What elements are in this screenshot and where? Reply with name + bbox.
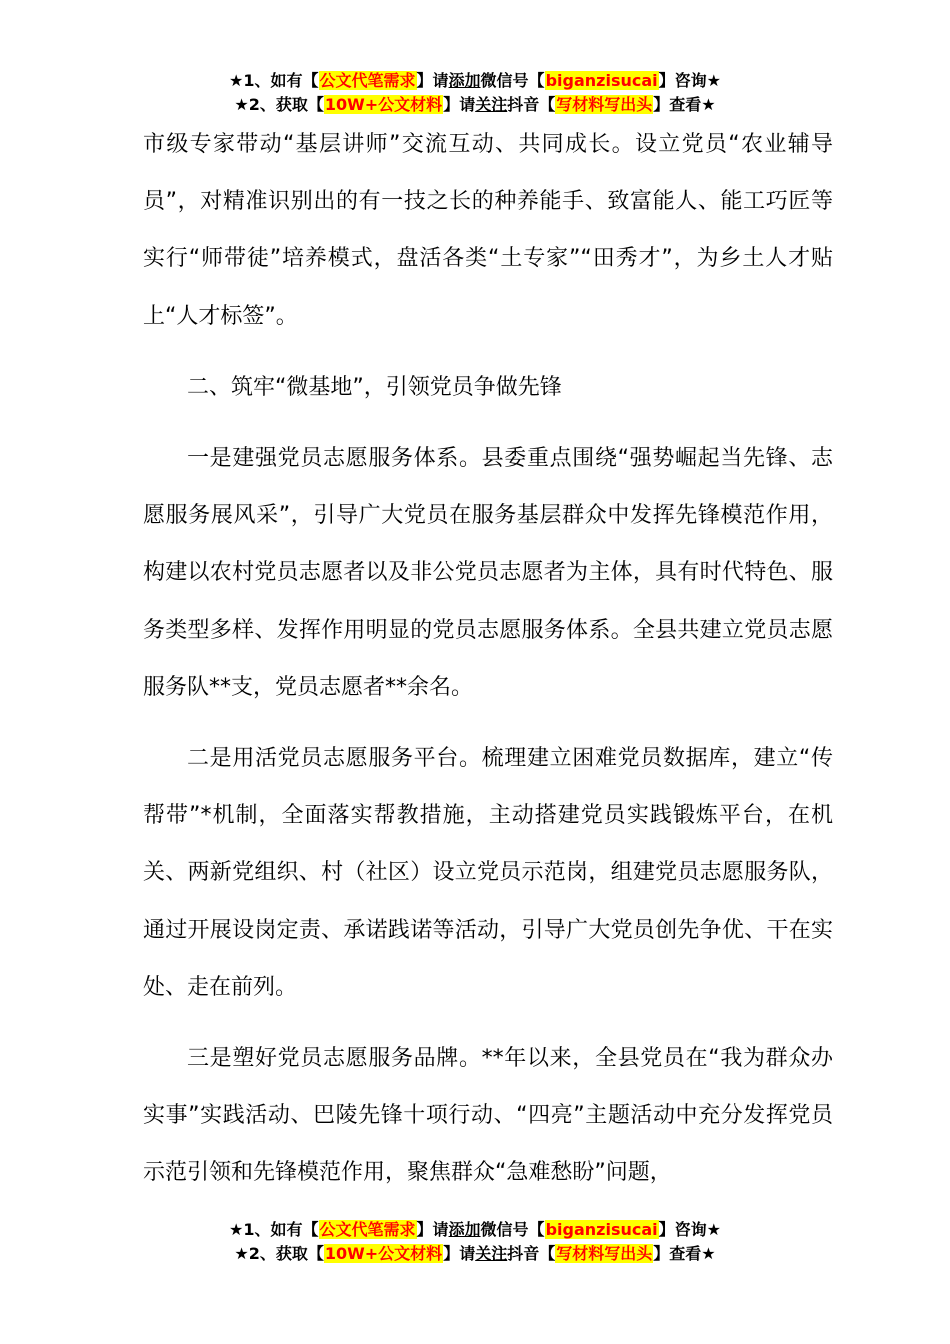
banner-line-2: ★2、获取【10W+公文材料】请关注抖音【写材料写出头】查看★ [234, 1244, 716, 1263]
paragraph-item-2: 二是用活党员志愿服务平台。梳理建立困难党员数据库，建立“传帮带”*机制，全面落实帮教措施，主动搭建党员实践锻炼平台，在机关、两新党组织、村（社区）设立党员示范岗，组建党员志愿服务队，通过开展设岗定责、承诺践诺等活动，引导广大党员创先争优、干在实处、走在前列。 [143, 746, 833, 1000]
highlight-douyin-account: 写材料写出头 [556, 95, 653, 114]
document-body [143, 116, 833, 1202]
highlight-service: 公文代笔需求 [319, 71, 416, 90]
highlight-materials: 10W+公文材料 [324, 1244, 443, 1263]
paragraph-continuation: 市级专家带动“基层讲师”交流互动、共同成长。设立党员“农业辅导员”，对精准识别出的有一技之长的种养能手、致富能人、能工巧匠等实行“师带徒”培养模式，盘活各类“土专家”“田秀才”，为乡土人才贴上“人才标签”。 [143, 132, 833, 329]
banner-line-2: ★2、获取【10W+公文材料】请关注抖音【写材料写出头】查看★ [234, 95, 716, 114]
section-heading: 二、筑牢“微基地”，引领党员争做先锋 [187, 374, 562, 400]
banner-line-1: ★1、如有【公文代笔需求】请添加微信号【biganzisucai】咨询★ [229, 1220, 721, 1239]
footer-banner [0, 1218, 950, 1266]
highlight-materials: 10W+公文材料 [324, 95, 443, 114]
highlight-wechat-id: biganzisucai [545, 1220, 658, 1239]
highlight-douyin-account: 写材料写出头 [556, 1244, 653, 1263]
header-banner [0, 69, 950, 117]
banner-line-1: ★1、如有【公文代笔需求】请添加微信号【biganzisucai】咨询★ [229, 71, 721, 90]
highlight-wechat-id: biganzisucai [545, 71, 658, 90]
paragraph-item-3: 三是塑好党员志愿服务品牌。**年以来，全县党员在“我为群众办实事”实践活动、巴陵先锋十项行动、“四亮”主题活动中充分发挥党员示范引领和先锋模范作用，聚焦群众“急难愁盼”问题， [143, 1046, 833, 1186]
paragraph-item-1: 一是建强党员志愿服务体系。县委重点围绕“强势崛起当先锋、志愿服务展风采”，引导广大党员在服务基层群众中发挥先锋模范作用，构建以农村党员志愿者以及非公党员志愿者为主体，具有时代特色、服务类型多样、发挥作用明显的党员志愿服务体系。全县共建立党员志愿服务队**支，党员志愿者**余名。 [143, 446, 833, 700]
highlight-service: 公文代笔需求 [319, 1220, 416, 1239]
